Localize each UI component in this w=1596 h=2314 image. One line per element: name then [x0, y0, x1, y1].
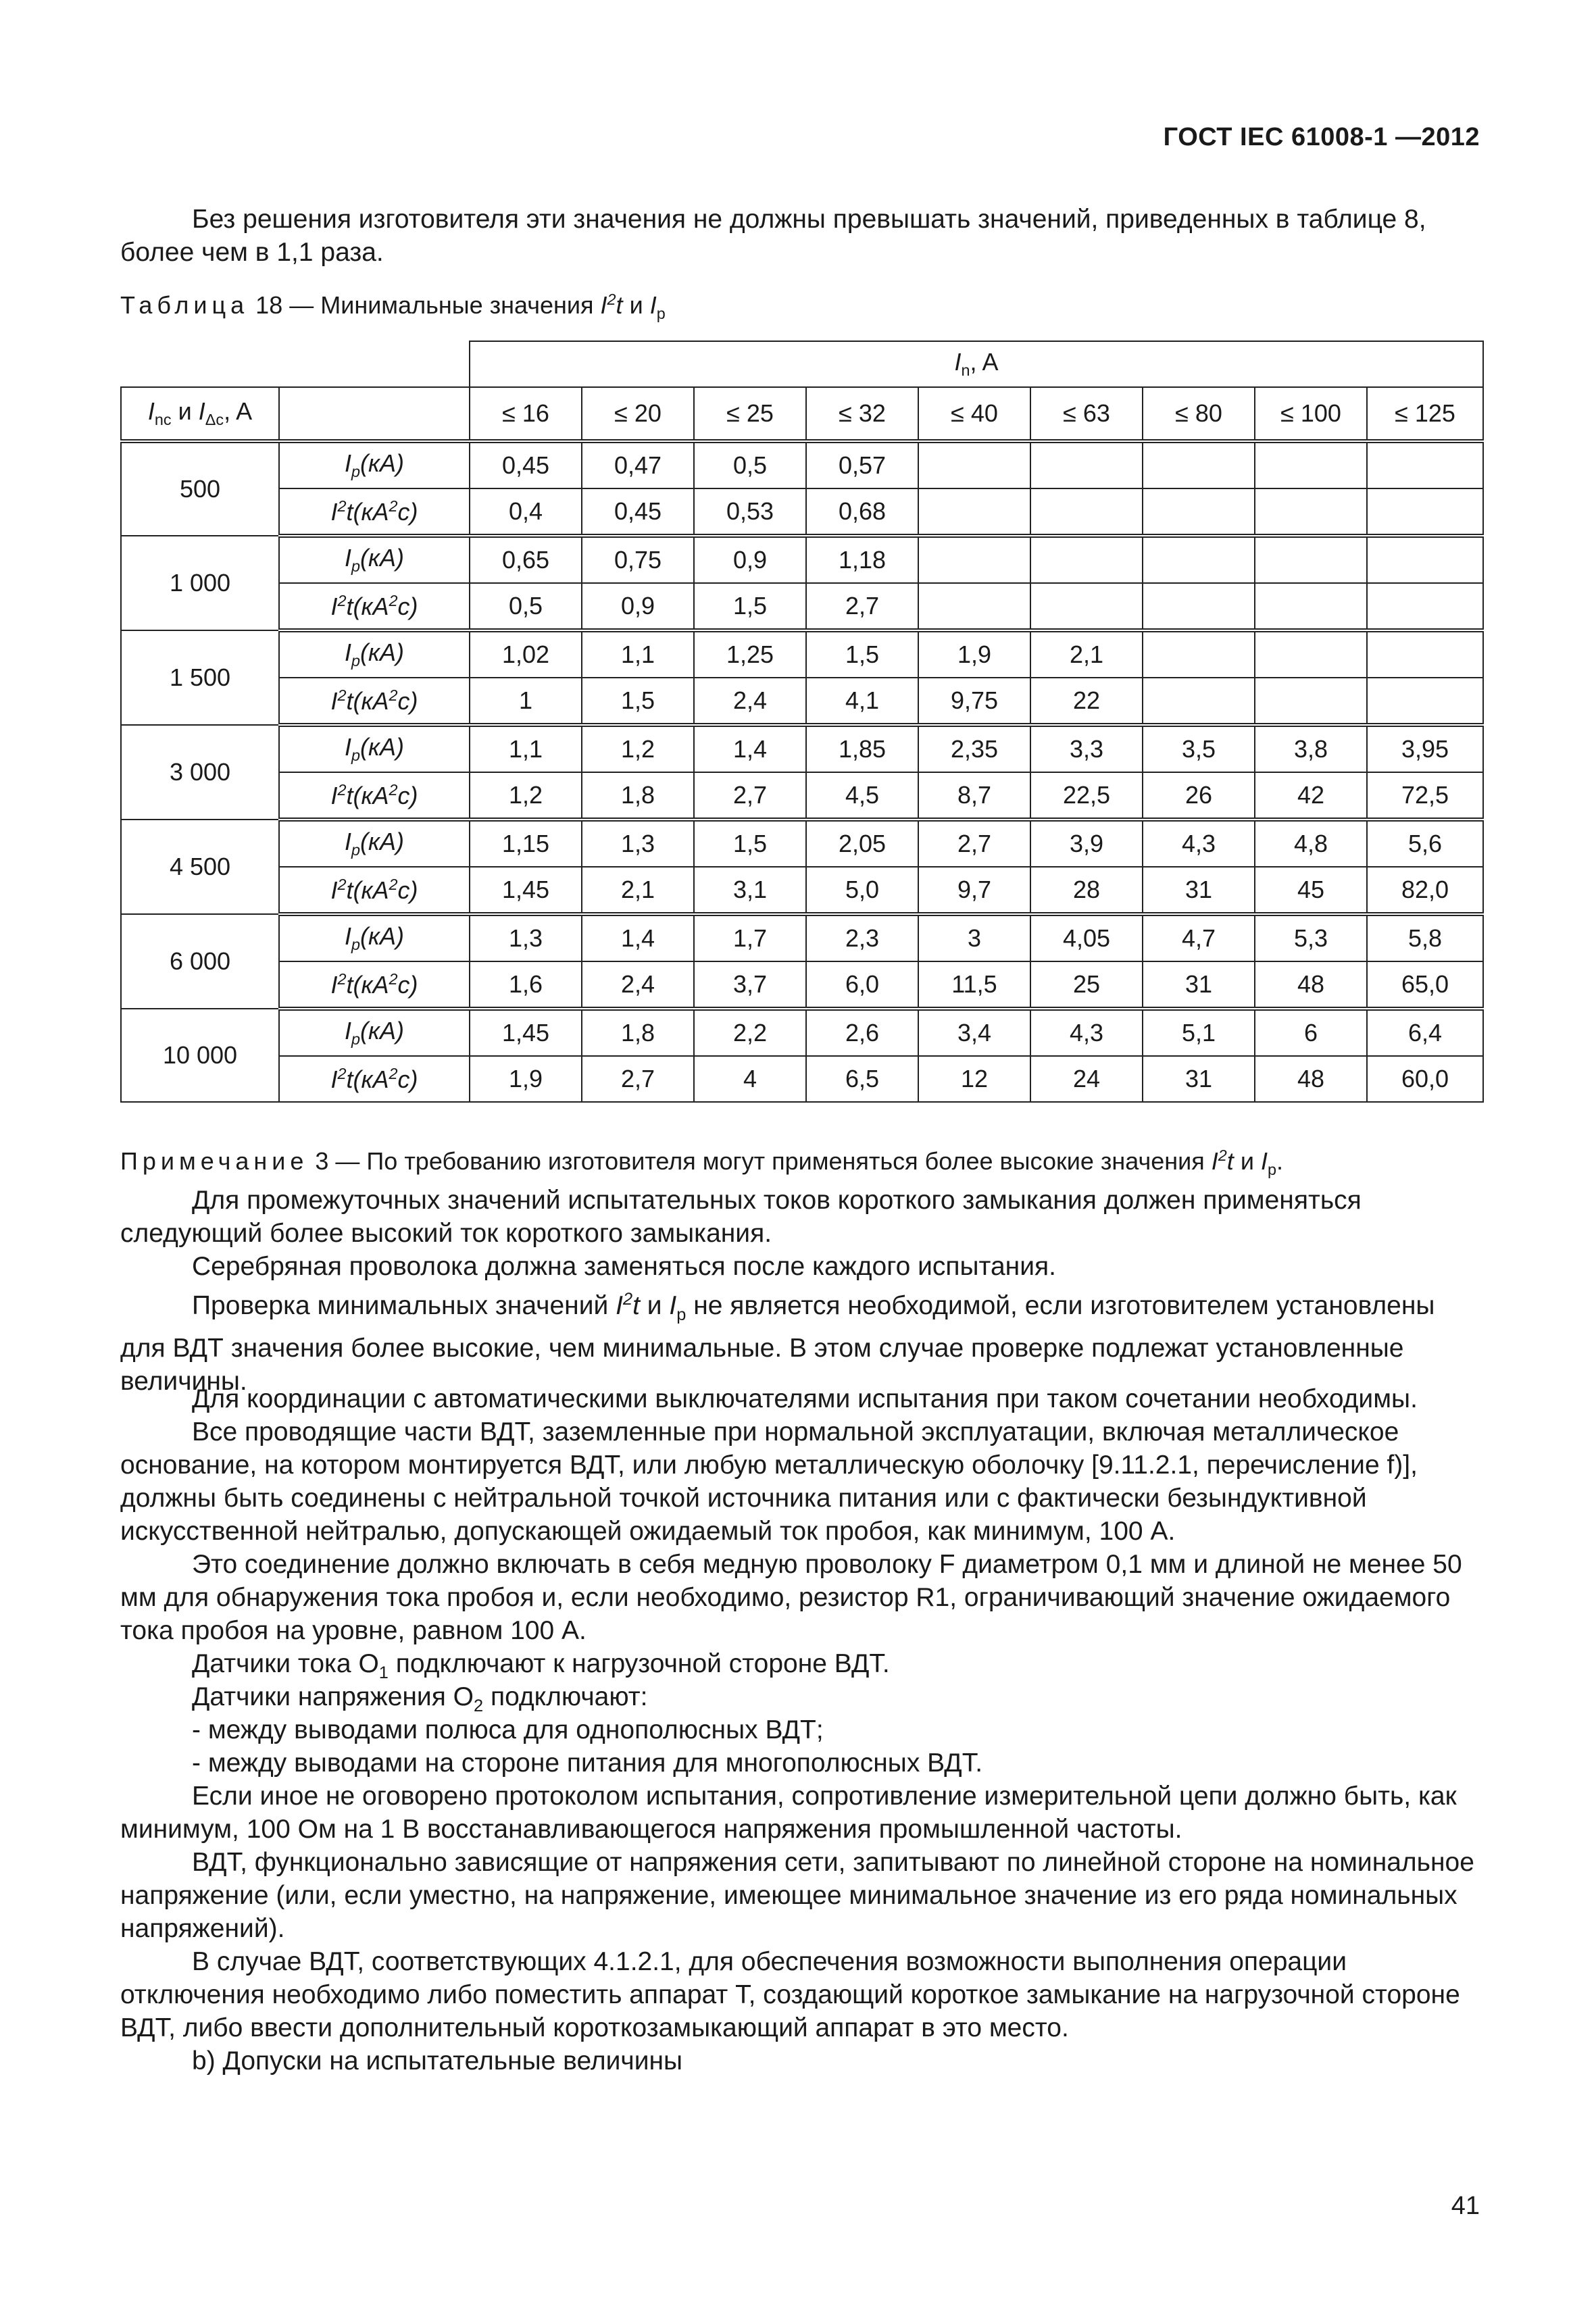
i2t-label: $I^2t(кА^2с)$: [279, 961, 470, 1009]
paragraph-11: Если иное не оговорено протоколом испытания, сопротивление измерительной цепи должно быть, как минимум, 100 Ом на 1 В восстанавливающегося напряжения промышленной частоты.: [120, 1782, 1457, 1844]
ip-value: 3,5: [1143, 725, 1255, 772]
paragraph-4: Для координации с автоматическими выключателями испытания при таком сочетании необходимы.: [192, 1384, 1418, 1413]
column-header: ≤ 20: [582, 387, 694, 441]
paragraph-6: Это соединение должно включать в себя медную проволоку F диаметром 0,1 мм и длиной не менее 50 мм для обнаружения тока пробоя и, если необходимо, резистор R1, ограничивающий значение ожидаемого тока пробоя на уровне, равном 100 А.: [120, 1550, 1462, 1645]
ip-value: 4,7: [1143, 914, 1255, 961]
ip-value: 1,3: [582, 820, 694, 867]
ip-value: 2,6: [806, 1009, 918, 1056]
i2t-label: $I^2t(кА^2с)$: [279, 678, 470, 725]
table-row: [121, 867, 1483, 914]
i2t-value: 0,4: [470, 488, 582, 536]
table-row: [121, 1056, 1483, 1102]
i2t-value: [1255, 488, 1367, 536]
ip-value: 0,5: [694, 441, 806, 488]
ip-value: 1,15: [470, 820, 582, 867]
ip-value: [1367, 441, 1483, 488]
rated-current-header: $I_n$, A: [470, 341, 1483, 387]
ip-value: 2,2: [694, 1009, 806, 1056]
i2t-value: 45: [1255, 867, 1367, 914]
ip-label: $I_p(кА)$: [279, 914, 470, 961]
paragraph-1: Для промежуточных значений испытательных токов короткого замыкания должен применяться следующий более высокий ток короткого замыкания.: [120, 1186, 1362, 1248]
page-number: 41: [1451, 2192, 1480, 2220]
paragraph-8: Датчики напряжения $O_2$ подключают:: [192, 1682, 648, 1715]
column-header: ≤ 32: [806, 387, 918, 441]
i2t-value: 42: [1255, 772, 1367, 820]
i2t-value: 1,5: [582, 678, 694, 725]
ip-value: 2,05: [806, 820, 918, 867]
ip-value: 1,8: [582, 1009, 694, 1056]
column-header: ≤ 100: [1255, 387, 1367, 441]
ip-value: [1143, 441, 1255, 488]
column-header: ≤ 25: [694, 387, 806, 441]
i2t-value: 1,5: [694, 583, 806, 630]
i2t-value: 4: [694, 1056, 806, 1102]
i2t-value: [1255, 678, 1367, 725]
i2t-value: 1,6: [470, 961, 582, 1009]
i2t-value: 0,53: [694, 488, 806, 536]
i2t-value: 22,5: [1030, 772, 1143, 820]
ip-value: 0,65: [470, 536, 582, 583]
i2t-value: 9,75: [918, 678, 1030, 725]
i2t-value: 3,7: [694, 961, 806, 1009]
i2t-value: 22: [1030, 678, 1143, 725]
ip-value: [1255, 630, 1367, 678]
table-row: [121, 961, 1483, 1009]
i2t-label: $I^2t(кА^2с)$: [279, 583, 470, 630]
i2t-value: 2,4: [694, 678, 806, 725]
i2t-value: 2,7: [582, 1056, 694, 1102]
i2t-value: 25: [1030, 961, 1143, 1009]
ip-value: 1,3: [470, 914, 582, 961]
table-row: [121, 725, 1483, 772]
i2t-value: 2,7: [806, 583, 918, 630]
table-row: [121, 630, 1483, 678]
i2t-value: [1367, 583, 1483, 630]
i2t-value: 1,9: [470, 1056, 582, 1102]
ip-value: [1367, 630, 1483, 678]
column-header: ≤ 125: [1367, 387, 1483, 441]
ip-value: 3,4: [918, 1009, 1030, 1056]
ip-value: 6: [1255, 1009, 1367, 1056]
ip-value: [1255, 441, 1367, 488]
table-caption: Таблица 18 — Минимальные значения $I^2t$ и $I_p$: [120, 291, 666, 323]
i2t-value: 0,45: [582, 488, 694, 536]
current-cell: 1 000: [121, 536, 279, 630]
i2t-value: 31: [1143, 1056, 1255, 1102]
ip-value: 2,3: [806, 914, 918, 961]
table-row: [121, 914, 1483, 961]
i2t-value: [918, 583, 1030, 630]
i2t-value: 3,1: [694, 867, 806, 914]
paragraph-9: - между выводами полюса для однополюсных ВДТ;: [192, 1715, 824, 1744]
paragraph-7: Датчики тока $O_1$ подключают к нагрузочной стороне ВДТ.: [192, 1649, 890, 1682]
paragraph-12: ВДТ, функционально зависящие от напряжения сети, запитывают по линейной стороне на номинальное напряжение (или, если уместно, на напряжение, имеющее минимальное значение из его ряда номинальных напряжений).: [120, 1848, 1474, 1943]
i2t-value: 9,7: [918, 867, 1030, 914]
ip-label: $I_p(кА)$: [279, 1009, 470, 1056]
ip-value: [1030, 441, 1143, 488]
i2t-value: 48: [1255, 961, 1367, 1009]
ip-value: 1,7: [694, 914, 806, 961]
current-cell: 3 000: [121, 725, 279, 820]
paragraph-3: Проверка минимальных значений $I^2t$ и $I_p$ не является необходимой, если изготовителем установлены для ВДТ значения более высокие, чем минимальные. В этом случае проверке подлежат установленные величины.: [120, 1290, 1435, 1396]
i2t-value: 28: [1030, 867, 1143, 914]
ip-value: 5,8: [1367, 914, 1483, 961]
i2t-value: 82,0: [1367, 867, 1483, 914]
current-cell: 1 500: [121, 630, 279, 725]
table-row: [121, 678, 1483, 725]
ip-value: 0,47: [582, 441, 694, 488]
i2t-value: [1143, 678, 1255, 725]
ip-value: [918, 441, 1030, 488]
i2t-value: [1143, 488, 1255, 536]
ip-value: [1143, 630, 1255, 678]
i2t-value: [918, 488, 1030, 536]
ip-value: 1,4: [694, 725, 806, 772]
i2t-value: 26: [1143, 772, 1255, 820]
i2t-value: 1: [470, 678, 582, 725]
i2t-value: 4,5: [806, 772, 918, 820]
paragraph-10: - между выводами на стороне питания для многополюсных ВДТ.: [192, 1749, 983, 1778]
i2t-value: [1030, 488, 1143, 536]
i2t-label: $I^2t(кА^2с)$: [279, 1056, 470, 1102]
ip-value: 1,5: [694, 820, 806, 867]
ip-value: 1,45: [470, 1009, 582, 1056]
table-row: [121, 583, 1483, 630]
table-row: [121, 772, 1483, 820]
current-cell: 500: [121, 441, 279, 536]
ip-value: [1143, 536, 1255, 583]
i2t-label: $I^2t(кА^2с)$: [279, 867, 470, 914]
table-row: [121, 536, 1483, 583]
ip-value: 4,3: [1030, 1009, 1143, 1056]
i2t-value: 1,2: [470, 772, 582, 820]
ip-value: 0,75: [582, 536, 694, 583]
i2t-value: 6,5: [806, 1056, 918, 1102]
ip-value: 1,18: [806, 536, 918, 583]
ip-label: $I_p(кА)$: [279, 536, 470, 583]
ip-value: 1,25: [694, 630, 806, 678]
ip-value: 3,8: [1255, 725, 1367, 772]
table-note: Примечание 3 — По требованию изготовителя могут применяться более высокие значения $I^2t$ и $I_p$.: [120, 1147, 1283, 1179]
ip-value: [1367, 536, 1483, 583]
ip-label: $I_p(кА)$: [279, 441, 470, 488]
paragraph-14: b) Допуски на испытательные величины: [192, 2046, 683, 2076]
ip-label: $I_p(кА)$: [279, 820, 470, 867]
ip-value: [1030, 536, 1143, 583]
i2t-value: [1367, 488, 1483, 536]
ip-value: 3,9: [1030, 820, 1143, 867]
i2t-value: 4,1: [806, 678, 918, 725]
i2t-value: 6,0: [806, 961, 918, 1009]
i2t-value: 1,8: [582, 772, 694, 820]
ip-value: 3,3: [1030, 725, 1143, 772]
i2t-value: 31: [1143, 867, 1255, 914]
i2t-value: 2,7: [694, 772, 806, 820]
i2t-value: 0,5: [470, 583, 582, 630]
ip-value: 4,05: [1030, 914, 1143, 961]
ip-value: 5,6: [1367, 820, 1483, 867]
table-row: [121, 820, 1483, 867]
paragraph-13: В случае ВДТ, соответствующих 4.1.2.1, для обеспечения возможности выполнения операции отключения необходимо либо поместить аппарат Т, создающий короткое замыкание на нагрузочной стороне ВДТ, либо ввести дополнительный короткозамыкающий аппарат в это место.: [120, 1947, 1460, 2042]
ip-value: 0,9: [694, 536, 806, 583]
i2t-label: $I^2t(кА^2с)$: [279, 488, 470, 536]
i2t-value: 65,0: [1367, 961, 1483, 1009]
paragraph-2: Серебряная проволока должна заменяться после каждого испытания.: [192, 1252, 1056, 1281]
paragraph-5: Все проводящие части ВДТ, заземленные при нормальной эксплуатации, включая металлическое основание, на котором монтируется ВДТ, или любую металлическую оболочку [9.11.2.1, перечисление f)], должны быть соединены с нейтральной точкой источника питания или с фактически безындуктивной искусственной нейтралью, допускающей ожидаемый ток пробоя, как минимум, 100 А.: [120, 1417, 1418, 1546]
current-cell: 6 000: [121, 914, 279, 1009]
standard-header: ГОСТ IEC 61008-1 —2012: [1163, 123, 1480, 151]
ip-value: [918, 536, 1030, 583]
ip-value: 1,2: [582, 725, 694, 772]
i2t-value: 0,68: [806, 488, 918, 536]
label-column-header: [279, 387, 470, 441]
ip-value: 1,5: [806, 630, 918, 678]
ip-value: 1,9: [918, 630, 1030, 678]
ip-value: 1,02: [470, 630, 582, 678]
ip-value: 1,1: [582, 630, 694, 678]
table-18: [120, 341, 1484, 1103]
i2t-value: 11,5: [918, 961, 1030, 1009]
table-row: [121, 441, 1483, 488]
ip-value: [1255, 536, 1367, 583]
ip-value: 2,1: [1030, 630, 1143, 678]
current-cell: 10 000: [121, 1009, 279, 1102]
table-caption-label: Таблица: [120, 291, 249, 319]
intro-paragraph: Без решения изготовителя эти значения не должны превышать значений, приведенных в таблице 8, более чем в 1,1 раза.: [120, 205, 1426, 267]
i2t-value: 24: [1030, 1056, 1143, 1102]
ip-value: 1,85: [806, 725, 918, 772]
ip-value: 6,4: [1367, 1009, 1483, 1056]
i2t-value: 5,0: [806, 867, 918, 914]
ip-value: 0,57: [806, 441, 918, 488]
i2t-value: [1143, 583, 1255, 630]
ip-value: 2,7: [918, 820, 1030, 867]
ip-value: 4,8: [1255, 820, 1367, 867]
i2t-value: 12: [918, 1056, 1030, 1102]
column-header: ≤ 63: [1030, 387, 1143, 441]
i2t-value: 72,5: [1367, 772, 1483, 820]
ip-value: 3,95: [1367, 725, 1483, 772]
current-cell: 4 500: [121, 820, 279, 914]
i2t-value: 60,0: [1367, 1056, 1483, 1102]
ip-value: 5,1: [1143, 1009, 1255, 1056]
i2t-value: 1,45: [470, 867, 582, 914]
row-header: $I_{nc}$ и $I_{\Delta c}$, A: [121, 387, 279, 441]
ip-label: $I_p(кА)$: [279, 630, 470, 678]
ip-value: 2,35: [918, 725, 1030, 772]
i2t-value: [1367, 678, 1483, 725]
ip-value: 4,3: [1143, 820, 1255, 867]
ip-label: $I_p(кА)$: [279, 725, 470, 772]
i2t-value: 2,4: [582, 961, 694, 1009]
table-row: [121, 1009, 1483, 1056]
i2t-value: 2,1: [582, 867, 694, 914]
i2t-value: 0,9: [582, 583, 694, 630]
i2t-value: 31: [1143, 961, 1255, 1009]
i2t-value: 48: [1255, 1056, 1367, 1102]
ip-value: 0,45: [470, 441, 582, 488]
i2t-value: 8,7: [918, 772, 1030, 820]
ip-value: 5,3: [1255, 914, 1367, 961]
column-header: ≤ 80: [1143, 387, 1255, 441]
column-header: ≤ 16: [470, 387, 582, 441]
i2t-value: [1030, 583, 1143, 630]
ip-value: 1,1: [470, 725, 582, 772]
column-header: ≤ 40: [918, 387, 1030, 441]
table-row: [121, 488, 1483, 536]
table-caption-text: 18 — Минимальные значения: [255, 291, 594, 319]
i2t-label: $I^2t(кА^2с)$: [279, 772, 470, 820]
i2t-value: [1255, 583, 1367, 630]
ip-value: 1,4: [582, 914, 694, 961]
ip-value: 3: [918, 914, 1030, 961]
